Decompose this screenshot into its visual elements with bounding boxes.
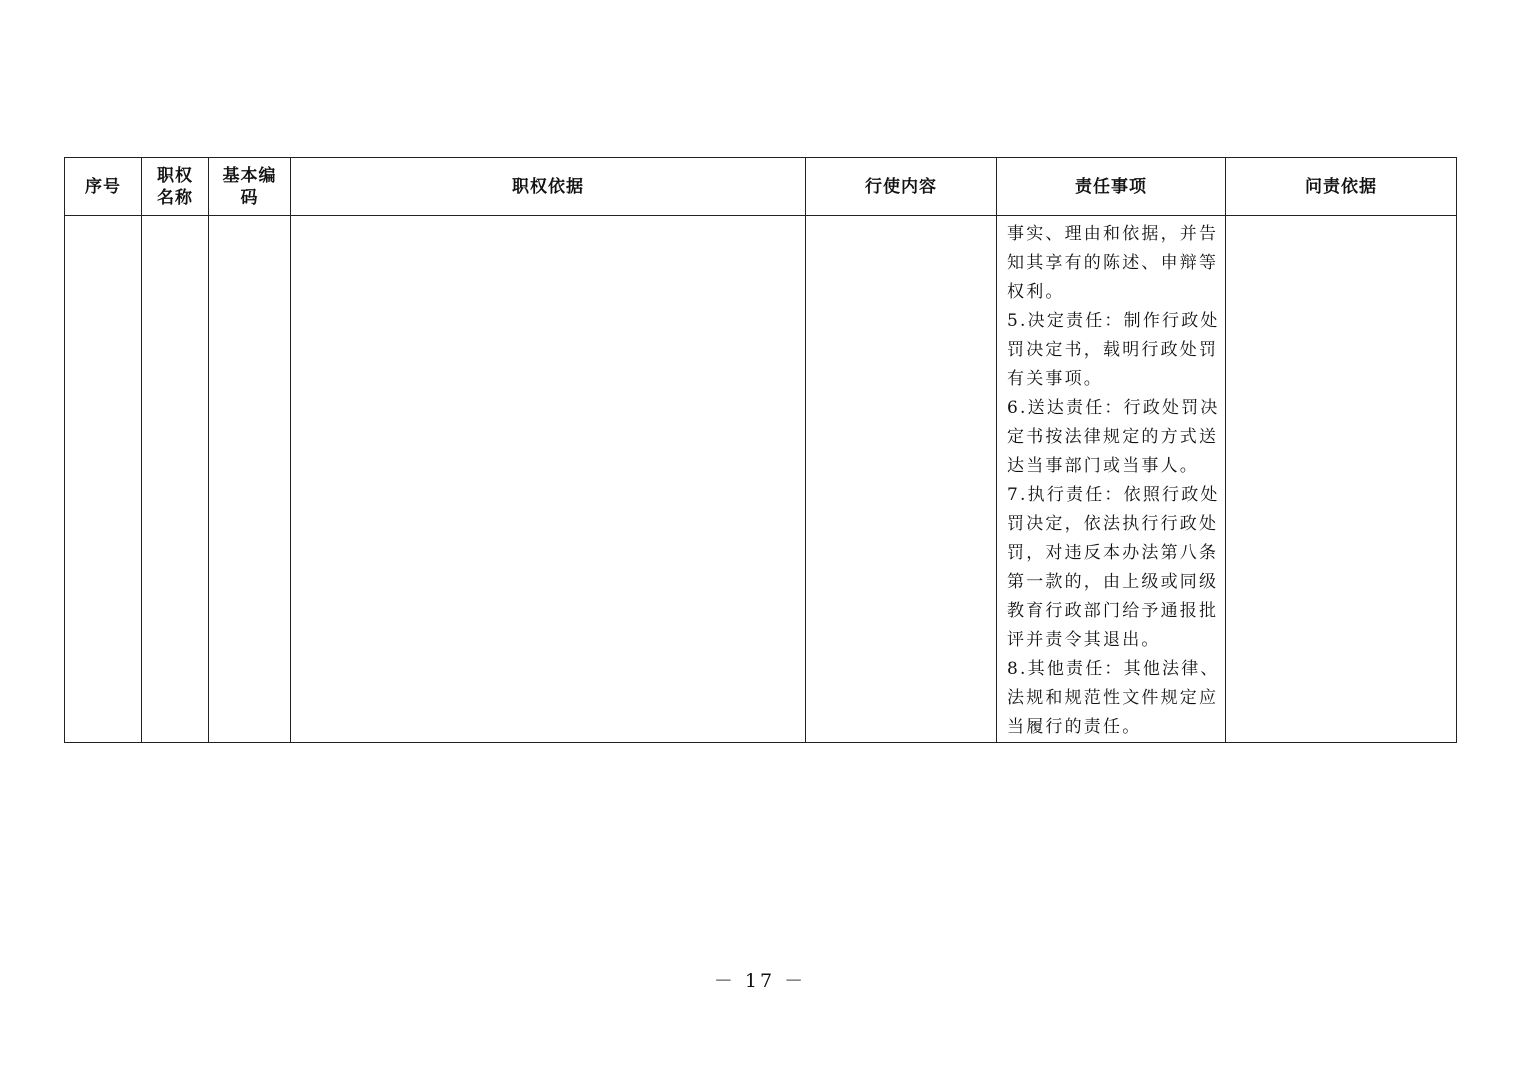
header-power-basis-label: 职权依据 xyxy=(512,176,584,197)
header-responsibility xyxy=(997,158,1226,216)
header-exercise-content xyxy=(806,158,997,216)
power-responsibility-table xyxy=(64,157,1457,743)
cell-accountability-basis xyxy=(1226,216,1457,743)
header-accountability-basis xyxy=(1226,158,1457,216)
responsibility-line: 知其享有的陈述、申辩等 xyxy=(1007,253,1219,273)
cell-power-name xyxy=(142,216,209,743)
cell-seq xyxy=(65,216,142,743)
responsibility-line: 6.送达责任：行政处罚决 xyxy=(1007,398,1220,418)
header-basic-code-line2: 码 xyxy=(240,187,259,208)
responsibility-line: 罚决定，依法执行行政处 xyxy=(1007,514,1219,534)
cell-basic-code xyxy=(209,216,291,743)
header-seq xyxy=(65,158,142,216)
responsibility-line: 教育行政部门给予通报批 xyxy=(1007,601,1219,621)
header-basic-code-line1: 基本编 xyxy=(222,165,277,186)
cell-exercise-content xyxy=(806,216,997,743)
header-power-basis xyxy=(291,158,806,216)
responsibility-line: 法规和规范性文件规定应 xyxy=(1007,688,1219,708)
responsibility-line: 权利。 xyxy=(1007,282,1065,302)
header-responsibility-label: 责任事项 xyxy=(1075,176,1147,197)
header-exercise-content-label: 行使内容 xyxy=(865,176,937,197)
header-basic-code xyxy=(209,158,291,216)
responsibility-line: 第一款的，由上级或同级 xyxy=(1007,572,1219,592)
responsibility-line: 达当事部门或当事人。 xyxy=(1007,456,1199,476)
responsibility-line: 有关事项。 xyxy=(1007,369,1103,389)
responsibility-line: 评并责令其退出。 xyxy=(1007,630,1161,650)
cell-responsibility xyxy=(997,216,1226,743)
responsibility-line: 罚，对违反本办法第八条 xyxy=(1007,543,1219,563)
table-header-row xyxy=(65,158,1457,216)
header-power-name-line1: 职权 xyxy=(157,165,193,186)
header-power-name xyxy=(142,158,209,216)
table-row xyxy=(65,216,1457,743)
responsibility-line: 定书按法律规定的方式送 xyxy=(1007,427,1219,447)
responsibility-line: 8.其他责任：其他法律、 xyxy=(1007,659,1220,679)
header-accountability-basis-label: 问责依据 xyxy=(1305,176,1377,197)
responsibility-line: 事实、理由和依据，并告 xyxy=(1007,224,1219,244)
responsibility-line: 5.决定责任：制作行政处 xyxy=(1007,311,1220,331)
header-power-name-line2: 名称 xyxy=(157,187,193,208)
cell-power-basis xyxy=(291,216,806,743)
responsibility-line: 当履行的责任。 xyxy=(1007,717,1142,737)
responsibility-line: 罚决定书，载明行政处罚 xyxy=(1007,340,1219,360)
page-number: － 17 － xyxy=(713,970,807,992)
header-seq-label: 序号 xyxy=(85,176,121,197)
responsibility-line: 7.执行责任：依照行政处 xyxy=(1007,485,1220,505)
